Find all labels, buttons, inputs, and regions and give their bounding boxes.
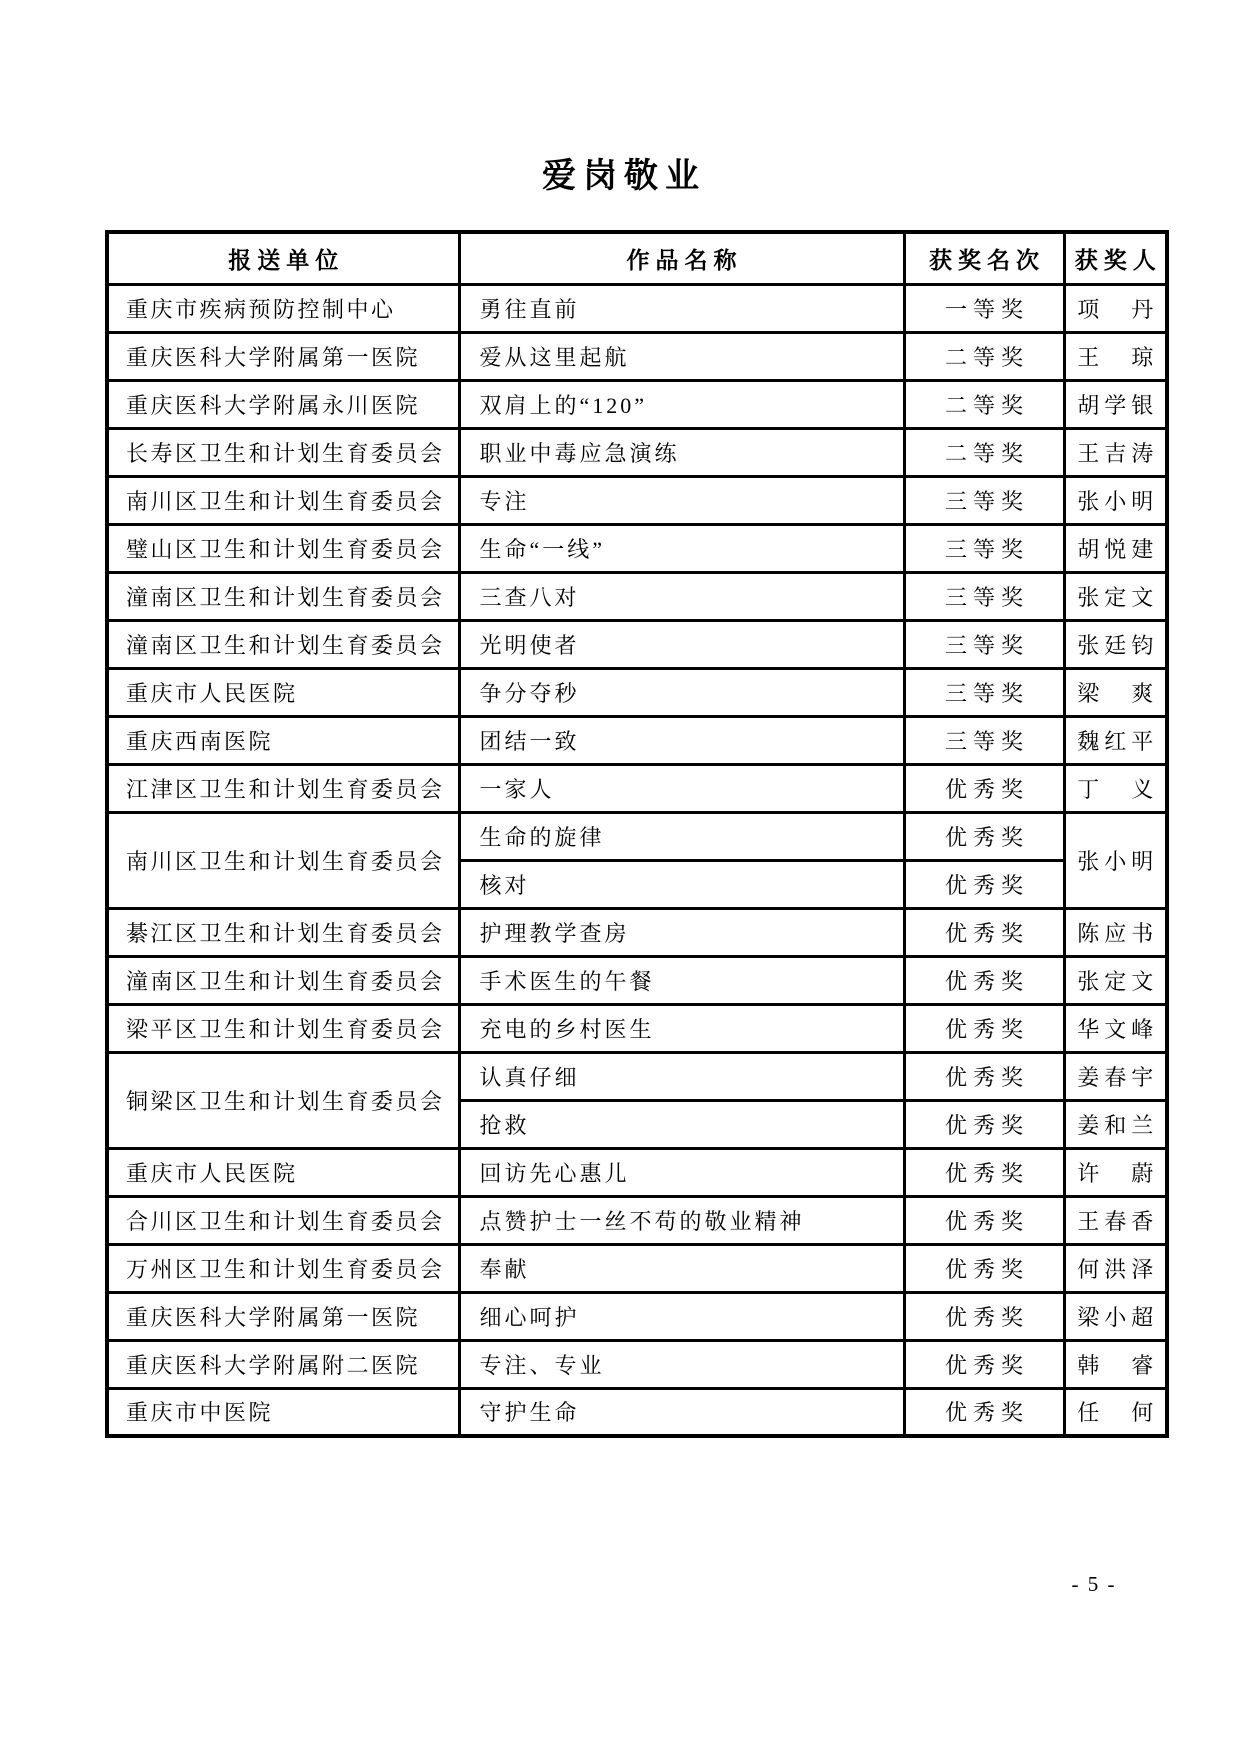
award-cell: 优秀奖	[904, 1148, 1064, 1196]
award-cell: 优秀奖	[904, 1100, 1064, 1148]
work-cell: 专注	[459, 476, 904, 524]
unit-cell: 綦江区卫生和计划生育委员会	[107, 908, 459, 956]
table-row	[107, 668, 1167, 716]
award-cell: 二等奖	[904, 332, 1064, 380]
winner-cell: 王 琼	[1064, 332, 1167, 380]
work-cell: 守护生命	[459, 1388, 904, 1436]
work-cell: 光明使者	[459, 620, 904, 668]
unit-cell: 潼南区卫生和计划生育委员会	[107, 620, 459, 668]
unit-cell: 重庆医科大学附属永川医院	[107, 380, 459, 428]
winner-cell: 张廷钧	[1064, 620, 1167, 668]
unit-cell: 梁平区卫生和计划生育委员会	[107, 1004, 459, 1052]
awards-table	[105, 230, 1169, 1438]
winner-cell: 张小明	[1064, 812, 1167, 908]
table-row	[107, 1244, 1167, 1292]
unit-cell: 重庆医科大学附属附二医院	[107, 1340, 459, 1388]
unit-cell: 江津区卫生和计划生育委员会	[107, 764, 459, 812]
award-cell: 一等奖	[904, 284, 1064, 332]
winner-cell: 王春香	[1064, 1196, 1167, 1244]
award-cell: 优秀奖	[904, 956, 1064, 1004]
work-cell: 一家人	[459, 764, 904, 812]
winner-cell: 王吉涛	[1064, 428, 1167, 476]
winner-cell: 胡悦建	[1064, 524, 1167, 572]
work-cell: 争分夺秒	[459, 668, 904, 716]
work-cell: 职业中毒应急演练	[459, 428, 904, 476]
awards-table-header	[107, 232, 1167, 284]
work-cell: 爱从这里起航	[459, 332, 904, 380]
winner-cell: 韩 睿	[1064, 1340, 1167, 1388]
unit-cell: 南川区卫生和计划生育委员会	[107, 476, 459, 524]
header-cell-award: 获奖名次	[904, 232, 1064, 284]
page-title: 爱岗敬业	[542, 158, 706, 195]
award-cell: 三等奖	[904, 476, 1064, 524]
table-row	[107, 476, 1167, 524]
page-number: - 5 -	[1071, 1572, 1117, 1596]
header-row	[107, 232, 1167, 284]
winner-cell: 张定文	[1064, 572, 1167, 620]
table-row	[107, 332, 1167, 380]
header-cell-work: 作品名称	[459, 232, 904, 284]
winner-cell: 许 蔚	[1064, 1148, 1167, 1196]
table-row	[107, 764, 1167, 812]
table-row	[107, 1196, 1167, 1244]
table-row	[107, 908, 1167, 956]
work-cell: 三查八对	[459, 572, 904, 620]
table-row	[107, 956, 1167, 1004]
award-cell: 优秀奖	[904, 860, 1064, 908]
unit-cell: 铜梁区卫生和计划生育委员会	[107, 1052, 459, 1148]
award-cell: 二等奖	[904, 428, 1064, 476]
award-cell: 三等奖	[904, 524, 1064, 572]
table-row	[107, 428, 1167, 476]
unit-cell: 潼南区卫生和计划生育委员会	[107, 956, 459, 1004]
work-cell: 细心呵护	[459, 1292, 904, 1340]
table-row	[107, 812, 1167, 860]
work-cell: 抢救	[459, 1100, 904, 1148]
winner-cell: 张定文	[1064, 956, 1167, 1004]
award-cell: 优秀奖	[904, 1388, 1064, 1436]
unit-cell: 重庆市人民医院	[107, 1148, 459, 1196]
winner-cell: 项 丹	[1064, 284, 1167, 332]
unit-cell: 潼南区卫生和计划生育委员会	[107, 572, 459, 620]
award-cell: 优秀奖	[904, 908, 1064, 956]
table-row	[107, 1340, 1167, 1388]
work-cell: 充电的乡村医生	[459, 1004, 904, 1052]
work-cell: 生命的旋律	[459, 812, 904, 860]
work-cell: 手术医生的午餐	[459, 956, 904, 1004]
award-cell: 三等奖	[904, 620, 1064, 668]
table-row	[107, 284, 1167, 332]
table-row	[107, 572, 1167, 620]
winner-cell: 魏红平	[1064, 716, 1167, 764]
table-row	[107, 620, 1167, 668]
work-cell: 双肩上的“120”	[459, 380, 904, 428]
unit-cell: 重庆医科大学附属第一医院	[107, 1292, 459, 1340]
unit-cell: 璧山区卫生和计划生育委员会	[107, 524, 459, 572]
winner-cell: 丁 义	[1064, 764, 1167, 812]
unit-cell: 重庆西南医院	[107, 716, 459, 764]
winner-cell: 陈应书	[1064, 908, 1167, 956]
work-cell: 回访先心惠儿	[459, 1148, 904, 1196]
work-cell: 勇往直前	[459, 284, 904, 332]
winner-cell: 梁 爽	[1064, 668, 1167, 716]
work-cell: 奉献	[459, 1244, 904, 1292]
award-cell: 优秀奖	[904, 1292, 1064, 1340]
work-cell: 点赞护士一丝不苟的敬业精神	[459, 1196, 904, 1244]
award-cell: 优秀奖	[904, 1052, 1064, 1100]
winner-cell: 张小明	[1064, 476, 1167, 524]
award-cell: 优秀奖	[904, 1340, 1064, 1388]
work-cell: 团结一致	[459, 716, 904, 764]
winner-cell: 姜和兰	[1064, 1100, 1167, 1148]
awards-table-body	[107, 284, 1167, 1436]
award-cell: 三等奖	[904, 572, 1064, 620]
table-row	[107, 1388, 1167, 1436]
header-cell-winner: 获奖人	[1064, 232, 1167, 284]
award-cell: 优秀奖	[904, 812, 1064, 860]
table-row	[107, 380, 1167, 428]
award-cell: 优秀奖	[904, 1244, 1064, 1292]
award-cell: 优秀奖	[904, 1196, 1064, 1244]
award-cell: 三等奖	[904, 716, 1064, 764]
unit-cell: 重庆市疾病预防控制中心	[107, 284, 459, 332]
unit-cell: 重庆市人民医院	[107, 668, 459, 716]
work-cell: 生命“一线”	[459, 524, 904, 572]
work-cell: 核对	[459, 860, 904, 908]
unit-cell: 合川区卫生和计划生育委员会	[107, 1196, 459, 1244]
award-cell: 二等奖	[904, 380, 1064, 428]
award-cell: 三等奖	[904, 668, 1064, 716]
work-cell: 护理教学查房	[459, 908, 904, 956]
table-row	[107, 1004, 1167, 1052]
winner-cell: 何洪泽	[1064, 1244, 1167, 1292]
winner-cell: 胡学银	[1064, 380, 1167, 428]
unit-cell: 长寿区卫生和计划生育委员会	[107, 428, 459, 476]
unit-cell: 重庆市中医院	[107, 1388, 459, 1436]
table-row	[107, 716, 1167, 764]
work-cell: 专注、专业	[459, 1340, 904, 1388]
winner-cell: 梁小超	[1064, 1292, 1167, 1340]
award-cell: 优秀奖	[904, 1004, 1064, 1052]
winner-cell: 姜春宇	[1064, 1052, 1167, 1100]
table-row	[107, 1292, 1167, 1340]
winner-cell: 任 何	[1064, 1388, 1167, 1436]
unit-cell: 重庆医科大学附属第一医院	[107, 332, 459, 380]
table-row	[107, 524, 1167, 572]
header-cell-unit: 报送单位	[107, 232, 459, 284]
winner-cell: 华文峰	[1064, 1004, 1167, 1052]
table-row	[107, 1052, 1167, 1100]
unit-cell: 万州区卫生和计划生育委员会	[107, 1244, 459, 1292]
table-row	[107, 1148, 1167, 1196]
award-cell: 优秀奖	[904, 764, 1064, 812]
work-cell: 认真仔细	[459, 1052, 904, 1100]
unit-cell: 南川区卫生和计划生育委员会	[107, 812, 459, 908]
